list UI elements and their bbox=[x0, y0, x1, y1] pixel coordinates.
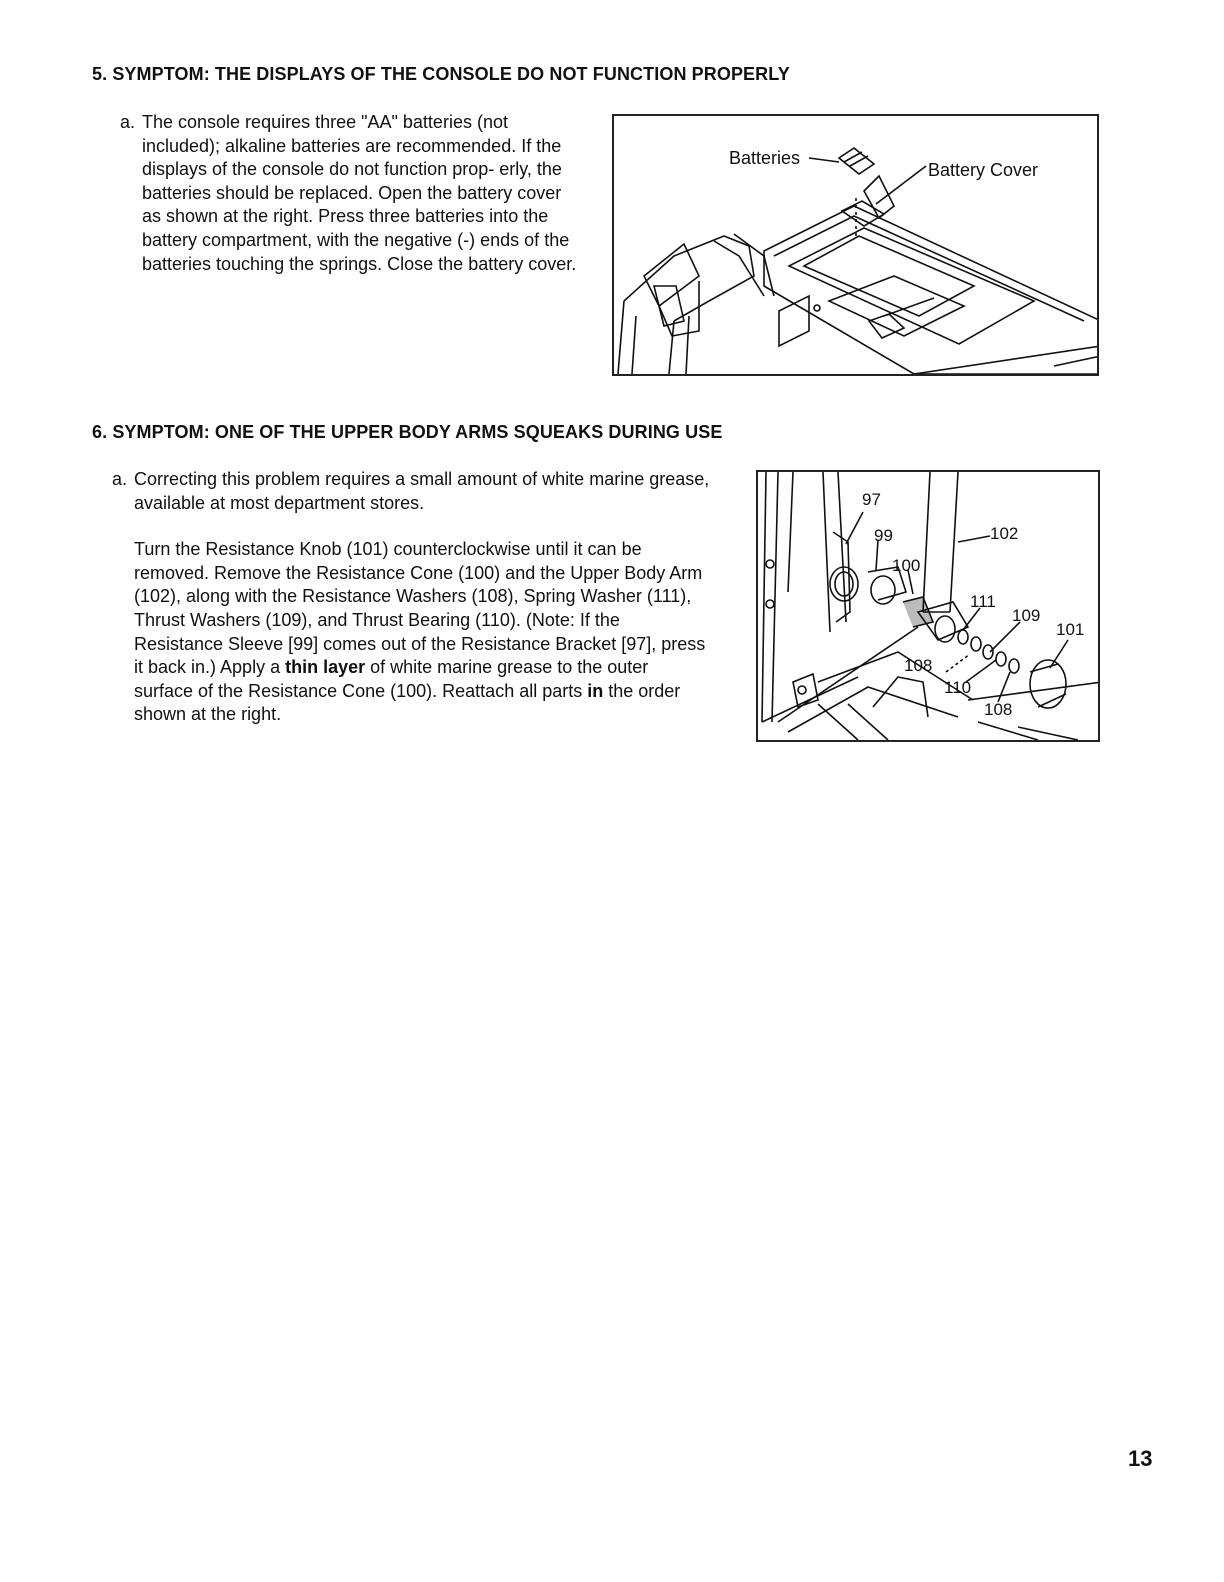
callout-110: 110 bbox=[944, 678, 972, 697]
callout-109: 109 bbox=[1012, 606, 1041, 625]
page-number: 13 bbox=[1128, 1446, 1153, 1471]
section-6-step-a bbox=[112, 468, 712, 727]
battery-figure bbox=[612, 114, 1099, 376]
battery-illustration bbox=[614, 116, 1099, 376]
callout-97: 97 bbox=[862, 490, 881, 509]
callout-108-a: 108 bbox=[904, 656, 933, 675]
arm-assembly-illustration bbox=[758, 472, 1100, 742]
callout-99: 99 bbox=[874, 526, 893, 545]
battery-cover-label: Battery Cover bbox=[928, 160, 1039, 180]
callout-102: 102 bbox=[990, 524, 1019, 543]
section-5-heading: 5. SYMPTOM: THE DISPLAYS OF THE CONSOLE DO NOT FUNCTION PROPERLY bbox=[92, 64, 790, 84]
step-text-1: Correcting this problem requires a small amount of white marine grease, available at most department stores. bbox=[134, 469, 710, 513]
step-text-2: Turn the Resistance Knob (101) counterclockwise until it can be removed. Remove the Resistance Cone (100) and the Upper Body Arm (102), along with the Resistance Washers (108), Spring Washer (111), Thrust Washers (109), and Thrust Bearing (110). (Note: If the Resistance Sleeve [99] comes out of the Resistance Bracket [97], press it back in.) Apply a thin layer of white marine grease to the outer surface of the Resistance Cone (100). Reattach all parts in the order shown at the right. bbox=[134, 539, 706, 725]
callout-108-b: 108 bbox=[984, 700, 1013, 719]
upper-body-arm-figure bbox=[756, 470, 1100, 742]
section-6-heading: 6. SYMPTOM: ONE OF THE UPPER BODY ARMS SQUEAKS DURING USE bbox=[92, 422, 723, 442]
section-5-step-a bbox=[120, 111, 582, 276]
step-label: a. bbox=[112, 469, 128, 489]
step-label: a. bbox=[120, 112, 136, 132]
callout-101: 101 bbox=[1056, 620, 1085, 639]
batteries-label: Batteries bbox=[729, 148, 801, 168]
callout-100: 100 bbox=[892, 556, 921, 575]
callout-111: 111 bbox=[970, 592, 996, 611]
step-text: The console requires three "AA" batteries (not included); alkaline batteries are recommended. If the displays of the console do not function prop- erly, the batteries should be replaced. Open the battery cover as shown at the right. Press three batteries into the battery compartment, with the negative (-) ends of the batteries touching the springs. Close the battery cover. bbox=[142, 112, 577, 274]
